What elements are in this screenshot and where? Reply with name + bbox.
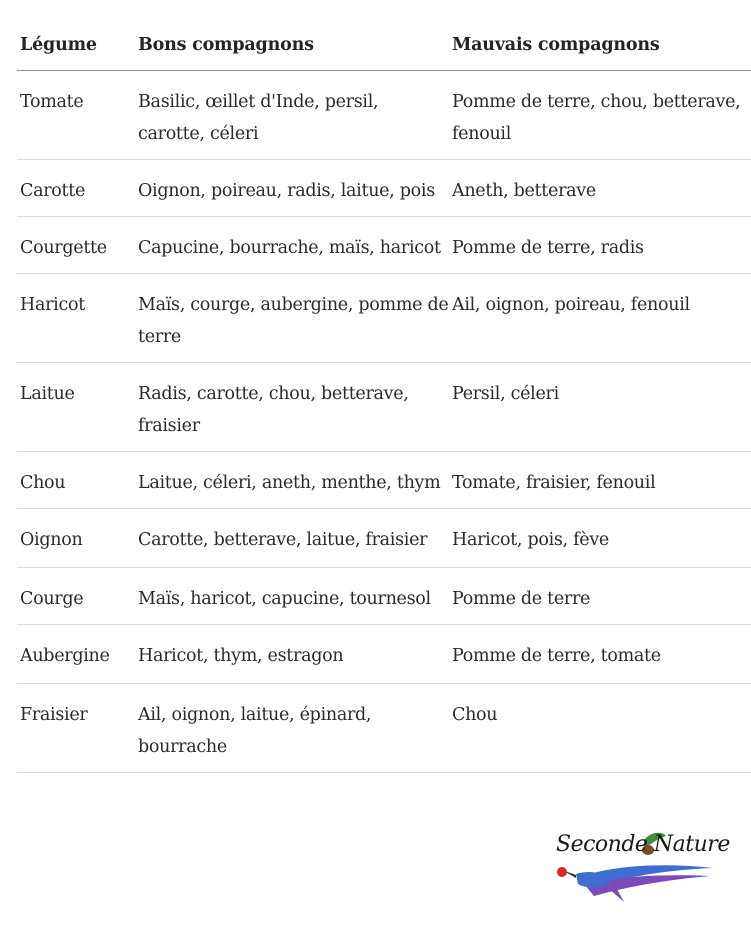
table-row bbox=[17, 274, 751, 363]
table-row bbox=[17, 217, 751, 274]
companion-planting-table bbox=[17, 20, 751, 773]
table-row bbox=[17, 452, 751, 509]
cell-bons: Laitue, céleri, aneth, menthe, thym bbox=[135, 452, 449, 509]
cell-mauvais: Aneth, betterave bbox=[449, 160, 751, 217]
cell-mauvais: Persil, céleri bbox=[449, 363, 751, 452]
cell-bons: Maïs, haricot, capucine, tournesol bbox=[135, 568, 449, 625]
cell-legume: Fraisier bbox=[17, 684, 135, 773]
header-mauvais-compagnons: Mauvais compagnons bbox=[449, 20, 751, 71]
table-row bbox=[17, 160, 751, 217]
seconde-nature-logo bbox=[548, 826, 730, 906]
table-row bbox=[17, 625, 751, 684]
cell-bons: Carotte, betterave, laitue, fraisier bbox=[135, 509, 449, 568]
cell-legume: Courgette bbox=[17, 217, 135, 274]
companion-table-container bbox=[17, 20, 751, 773]
cell-legume: Tomate bbox=[17, 71, 135, 160]
table-row bbox=[17, 568, 751, 625]
cell-mauvais: Pomme de terre, chou, betterave, fenouil bbox=[449, 71, 751, 160]
cell-bons: Capucine, bourrache, maïs, haricot bbox=[135, 217, 449, 274]
cell-bons: Radis, carotte, chou, betterave, fraisier bbox=[135, 363, 449, 452]
cell-mauvais: Chou bbox=[449, 684, 751, 773]
cell-legume: Aubergine bbox=[17, 625, 135, 684]
table-row bbox=[17, 71, 751, 160]
flower-shape bbox=[557, 867, 567, 877]
cell-legume: Chou bbox=[17, 452, 135, 509]
cell-bons: Ail, oignon, laitue, épinard, bourrache bbox=[135, 684, 449, 773]
header-legume: Légume bbox=[17, 20, 135, 71]
table-row bbox=[17, 684, 751, 773]
cell-legume: Haricot bbox=[17, 274, 135, 363]
cell-mauvais: Ail, oignon, poireau, fenouil bbox=[449, 274, 751, 363]
cell-legume: Oignon bbox=[17, 509, 135, 568]
cell-mauvais: Pomme de terre, radis bbox=[449, 217, 751, 274]
cell-bons: Oignon, poireau, radis, laitue, pois bbox=[135, 160, 449, 217]
cell-legume: Laitue bbox=[17, 363, 135, 452]
cell-mauvais: Tomate, fraisier, fenouil bbox=[449, 452, 751, 509]
table-row bbox=[17, 509, 751, 568]
cell-mauvais: Haricot, pois, fève bbox=[449, 509, 751, 568]
logo-text: Seconde Nature bbox=[556, 832, 730, 857]
table-header-row bbox=[17, 20, 751, 71]
cell-bons: Basilic, œillet d'Inde, persil, carotte, céleri bbox=[135, 71, 449, 160]
cell-legume: Carotte bbox=[17, 160, 135, 217]
cell-mauvais: Pomme de terre, tomate bbox=[449, 625, 751, 684]
cell-legume: Courge bbox=[17, 568, 135, 625]
cell-bons: Maïs, courge, aubergine, pomme de terre bbox=[135, 274, 449, 363]
cell-bons: Haricot, thym, estragon bbox=[135, 625, 449, 684]
header-bons-compagnons: Bons compagnons bbox=[135, 20, 449, 71]
table-row bbox=[17, 363, 751, 452]
cell-mauvais: Pomme de terre bbox=[449, 568, 751, 625]
